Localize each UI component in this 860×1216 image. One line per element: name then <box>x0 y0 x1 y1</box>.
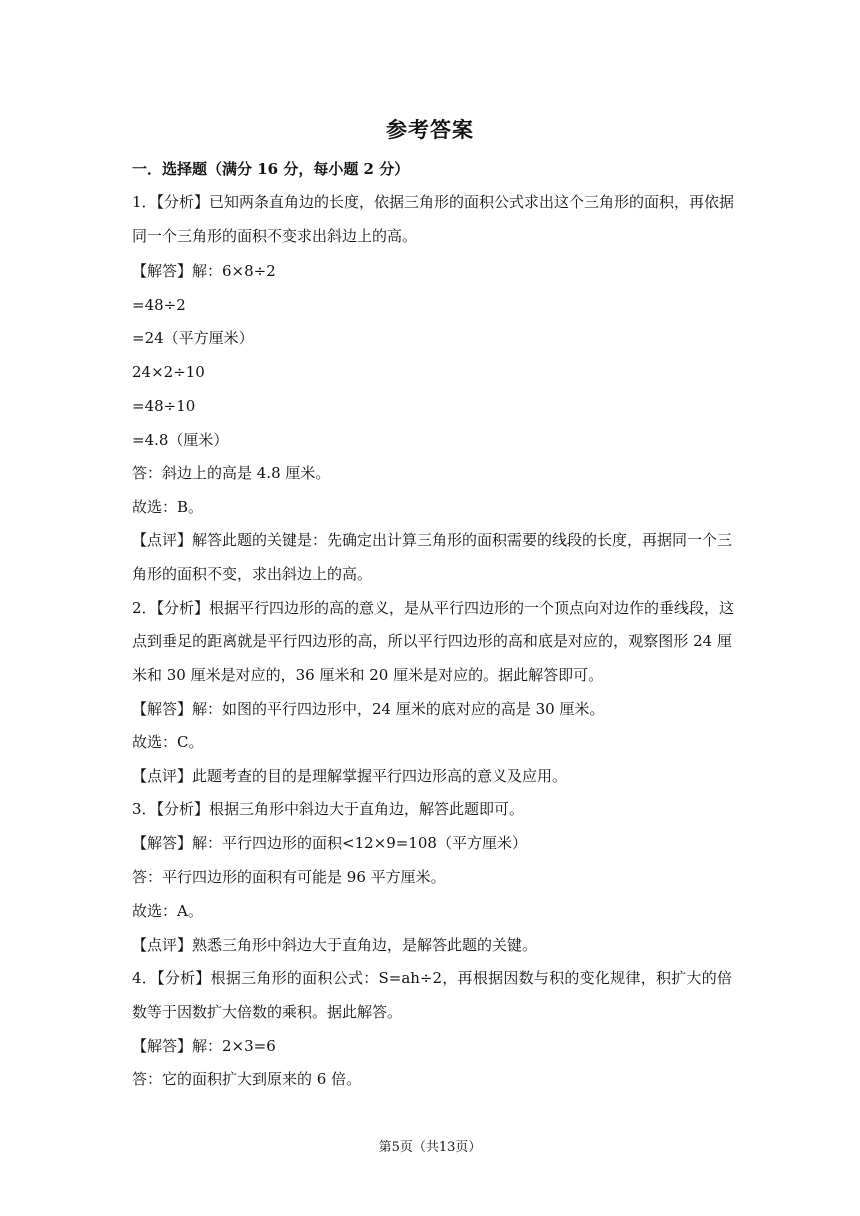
text-line: 角形的面积不变，求出斜边上的高。 <box>132 565 373 583</box>
text-line: 4．【分析】根据三角形的面积公式：S=ah÷2，再根据因数与积的变化规律，积扩大的倍 <box>132 969 732 987</box>
text-line: 【解答】解：平行四边形的面积<12×9=108（平方厘米） <box>132 834 527 852</box>
text-line: 【点评】此题考查的目的是理解掌握平行四边形高的意义及应用。 <box>132 767 568 785</box>
text-line: 答：它的面积扩大到原来的 6 倍。 <box>132 1070 362 1088</box>
text-line: 24×2÷10 <box>132 363 205 381</box>
text-line: 3．【分析】根据三角形中斜边大于直角边，解答此题即可。 <box>132 800 525 818</box>
text-line: 答：斜边上的高是 4.8 厘米。 <box>132 464 331 482</box>
text-line: =48÷10 <box>132 397 196 415</box>
text-line: 【解答】解：如图的平行四边形中，24 厘米的底对应的高是 30 厘米。 <box>132 700 605 718</box>
text-line: 答：平行四边形的面积有可能是 96 平方厘米。 <box>132 868 446 886</box>
text-line: =24（平方厘米） <box>132 329 254 347</box>
text-line: 【点评】熟悉三角形中斜边大于直角边，是解答此题的关键。 <box>132 936 538 954</box>
text-line: 【解答】解：2×3=6 <box>132 1037 276 1055</box>
text-line: =48÷2 <box>132 296 186 314</box>
text-line: 故选：A。 <box>132 902 203 920</box>
text-line: 同一个三角形的面积不变求出斜边上的高。 <box>132 227 418 245</box>
text-line: 米和 30 厘米是对应的，36 厘米和 20 厘米是对应的。据此解答即可。 <box>132 666 604 684</box>
text-line: 2．【分析】根据平行四边形的高的意义，是从平行四边形的一个顶点向对边作的垂线段，这 <box>132 599 735 617</box>
text-line: 一．选择题（满分 16 分，每小题 2 分） <box>132 160 410 178</box>
text-line: 1．【分析】已知两条直角边的长度，依据三角形的面积公式求出这个三角形的面积，再依据 <box>132 193 735 211</box>
page-footer: 第5页（共13页） <box>378 1140 482 1155</box>
page-title: 参考答案 <box>386 117 474 142</box>
text-line: 故选：B。 <box>132 498 204 516</box>
text-line: 点到垂足的距离就是平行四边形的高，所以平行四边形的高和底是对应的，观察图形 24 厘 <box>132 632 732 650</box>
text-line: =4.8（厘米） <box>132 431 229 449</box>
text-line: 【解答】解：6×8÷2 <box>132 262 276 280</box>
text-line: 故选：C。 <box>132 733 204 751</box>
text-line: 数等于因数扩大倍数的乘积。据此解答。 <box>132 1003 403 1021</box>
text-line: 【点评】解答此题的关键是：先确定出计算三角形的面积需要的线段的长度，再据同一个三 <box>132 531 733 549</box>
